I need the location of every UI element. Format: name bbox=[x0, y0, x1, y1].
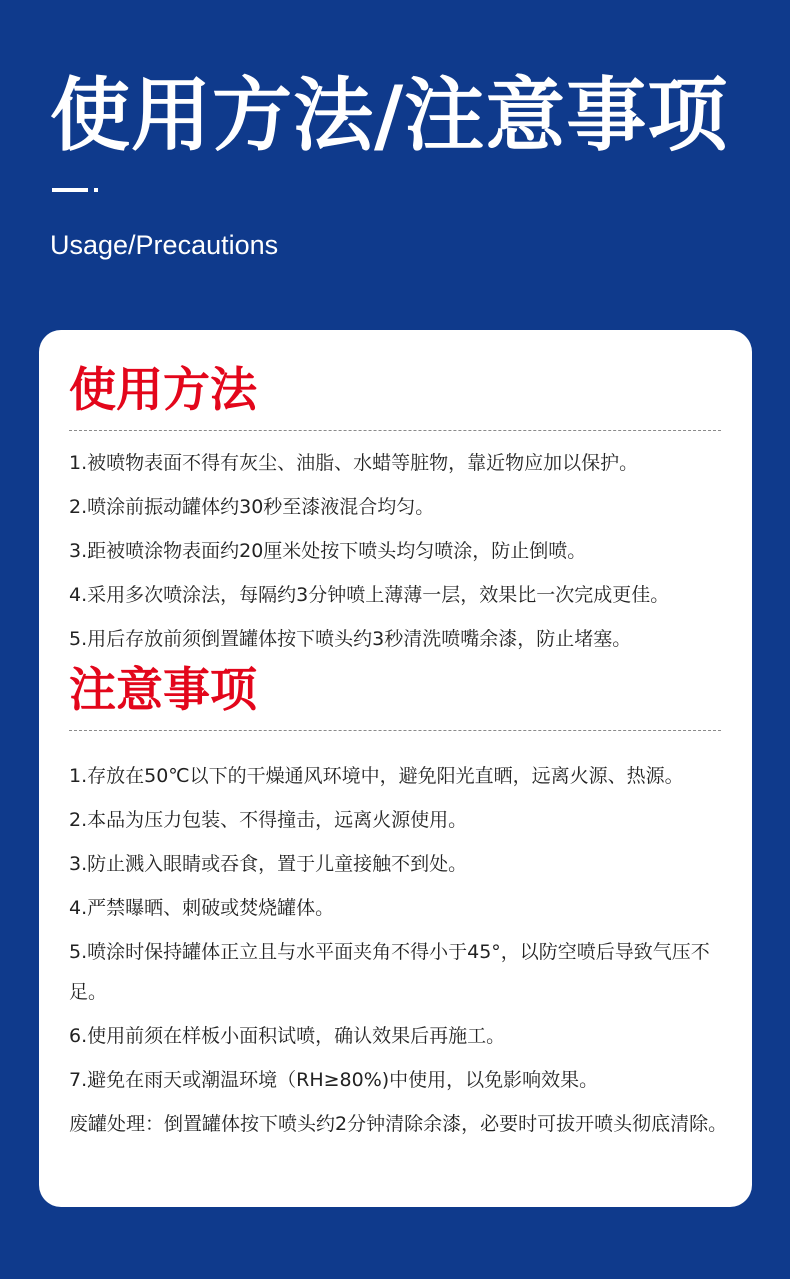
precaution-item-7: 7.避免在雨天或潮温环境（RH≥80%)中使用，以免影响效果。 bbox=[69, 1069, 599, 1091]
instructions-card bbox=[39, 330, 752, 1207]
disposal-note: 废罐处理：倒置罐体按下喷头约2分钟清除余漆，必要时可拔开喷头彻底清除。 bbox=[69, 1113, 728, 1135]
title-underline-bar bbox=[52, 188, 88, 192]
usage-item-4: 4.采用多次喷涂法，每隔约3分钟喷上薄薄一层，效果比一次完成更佳。 bbox=[69, 584, 670, 606]
precautions-list bbox=[69, 754, 741, 1146]
usage-list bbox=[69, 441, 741, 661]
precaution-item-3: 3.防止溅入眼睛或吞食，置于儿童接触不到处。 bbox=[69, 853, 468, 875]
precautions-section-title: 注意事项 bbox=[69, 663, 257, 718]
precaution-item-5: 5.喷涂时保持罐体正立且与水平面夹角不得小于45°，以防空喷后导致气压不足。 bbox=[69, 941, 710, 1003]
precautions-section-divider bbox=[69, 730, 721, 731]
precaution-item-4: 4.严禁曝晒、刺破或焚烧罐体。 bbox=[69, 897, 335, 919]
usage-item-5: 5.用后存放前须倒置罐体按下喷头约3秒清洗喷嘴余漆，防止堵塞。 bbox=[69, 628, 632, 650]
precaution-item-1: 1.存放在50℃以下的干燥通风环境中，避免阳光直晒，远离火源、热源。 bbox=[69, 765, 684, 787]
usage-section-title: 使用方法 bbox=[69, 363, 257, 418]
title-underline-dot bbox=[94, 188, 98, 192]
usage-section-divider bbox=[69, 430, 721, 431]
precaution-item-6: 6.使用前须在样板小面积试喷，确认效果后再施工。 bbox=[69, 1025, 506, 1047]
usage-item-1: 1.被喷物表面不得有灰尘、油脂、水蜡等脏物，靠近物应加以保护。 bbox=[69, 452, 639, 474]
usage-item-2: 2.喷涂前振动罐体约30秒至漆液混合均匀。 bbox=[69, 496, 435, 518]
page-title: 使用方法/注意事项 bbox=[50, 69, 729, 162]
page-subtitle: Usage/Precautions bbox=[50, 230, 279, 260]
precaution-item-2: 2.本品为压力包装、不得撞击，远离火源使用。 bbox=[69, 809, 468, 831]
usage-item-3: 3.距被喷涂物表面约20厘米处按下喷头均匀喷涂，防止倒喷。 bbox=[69, 540, 587, 562]
